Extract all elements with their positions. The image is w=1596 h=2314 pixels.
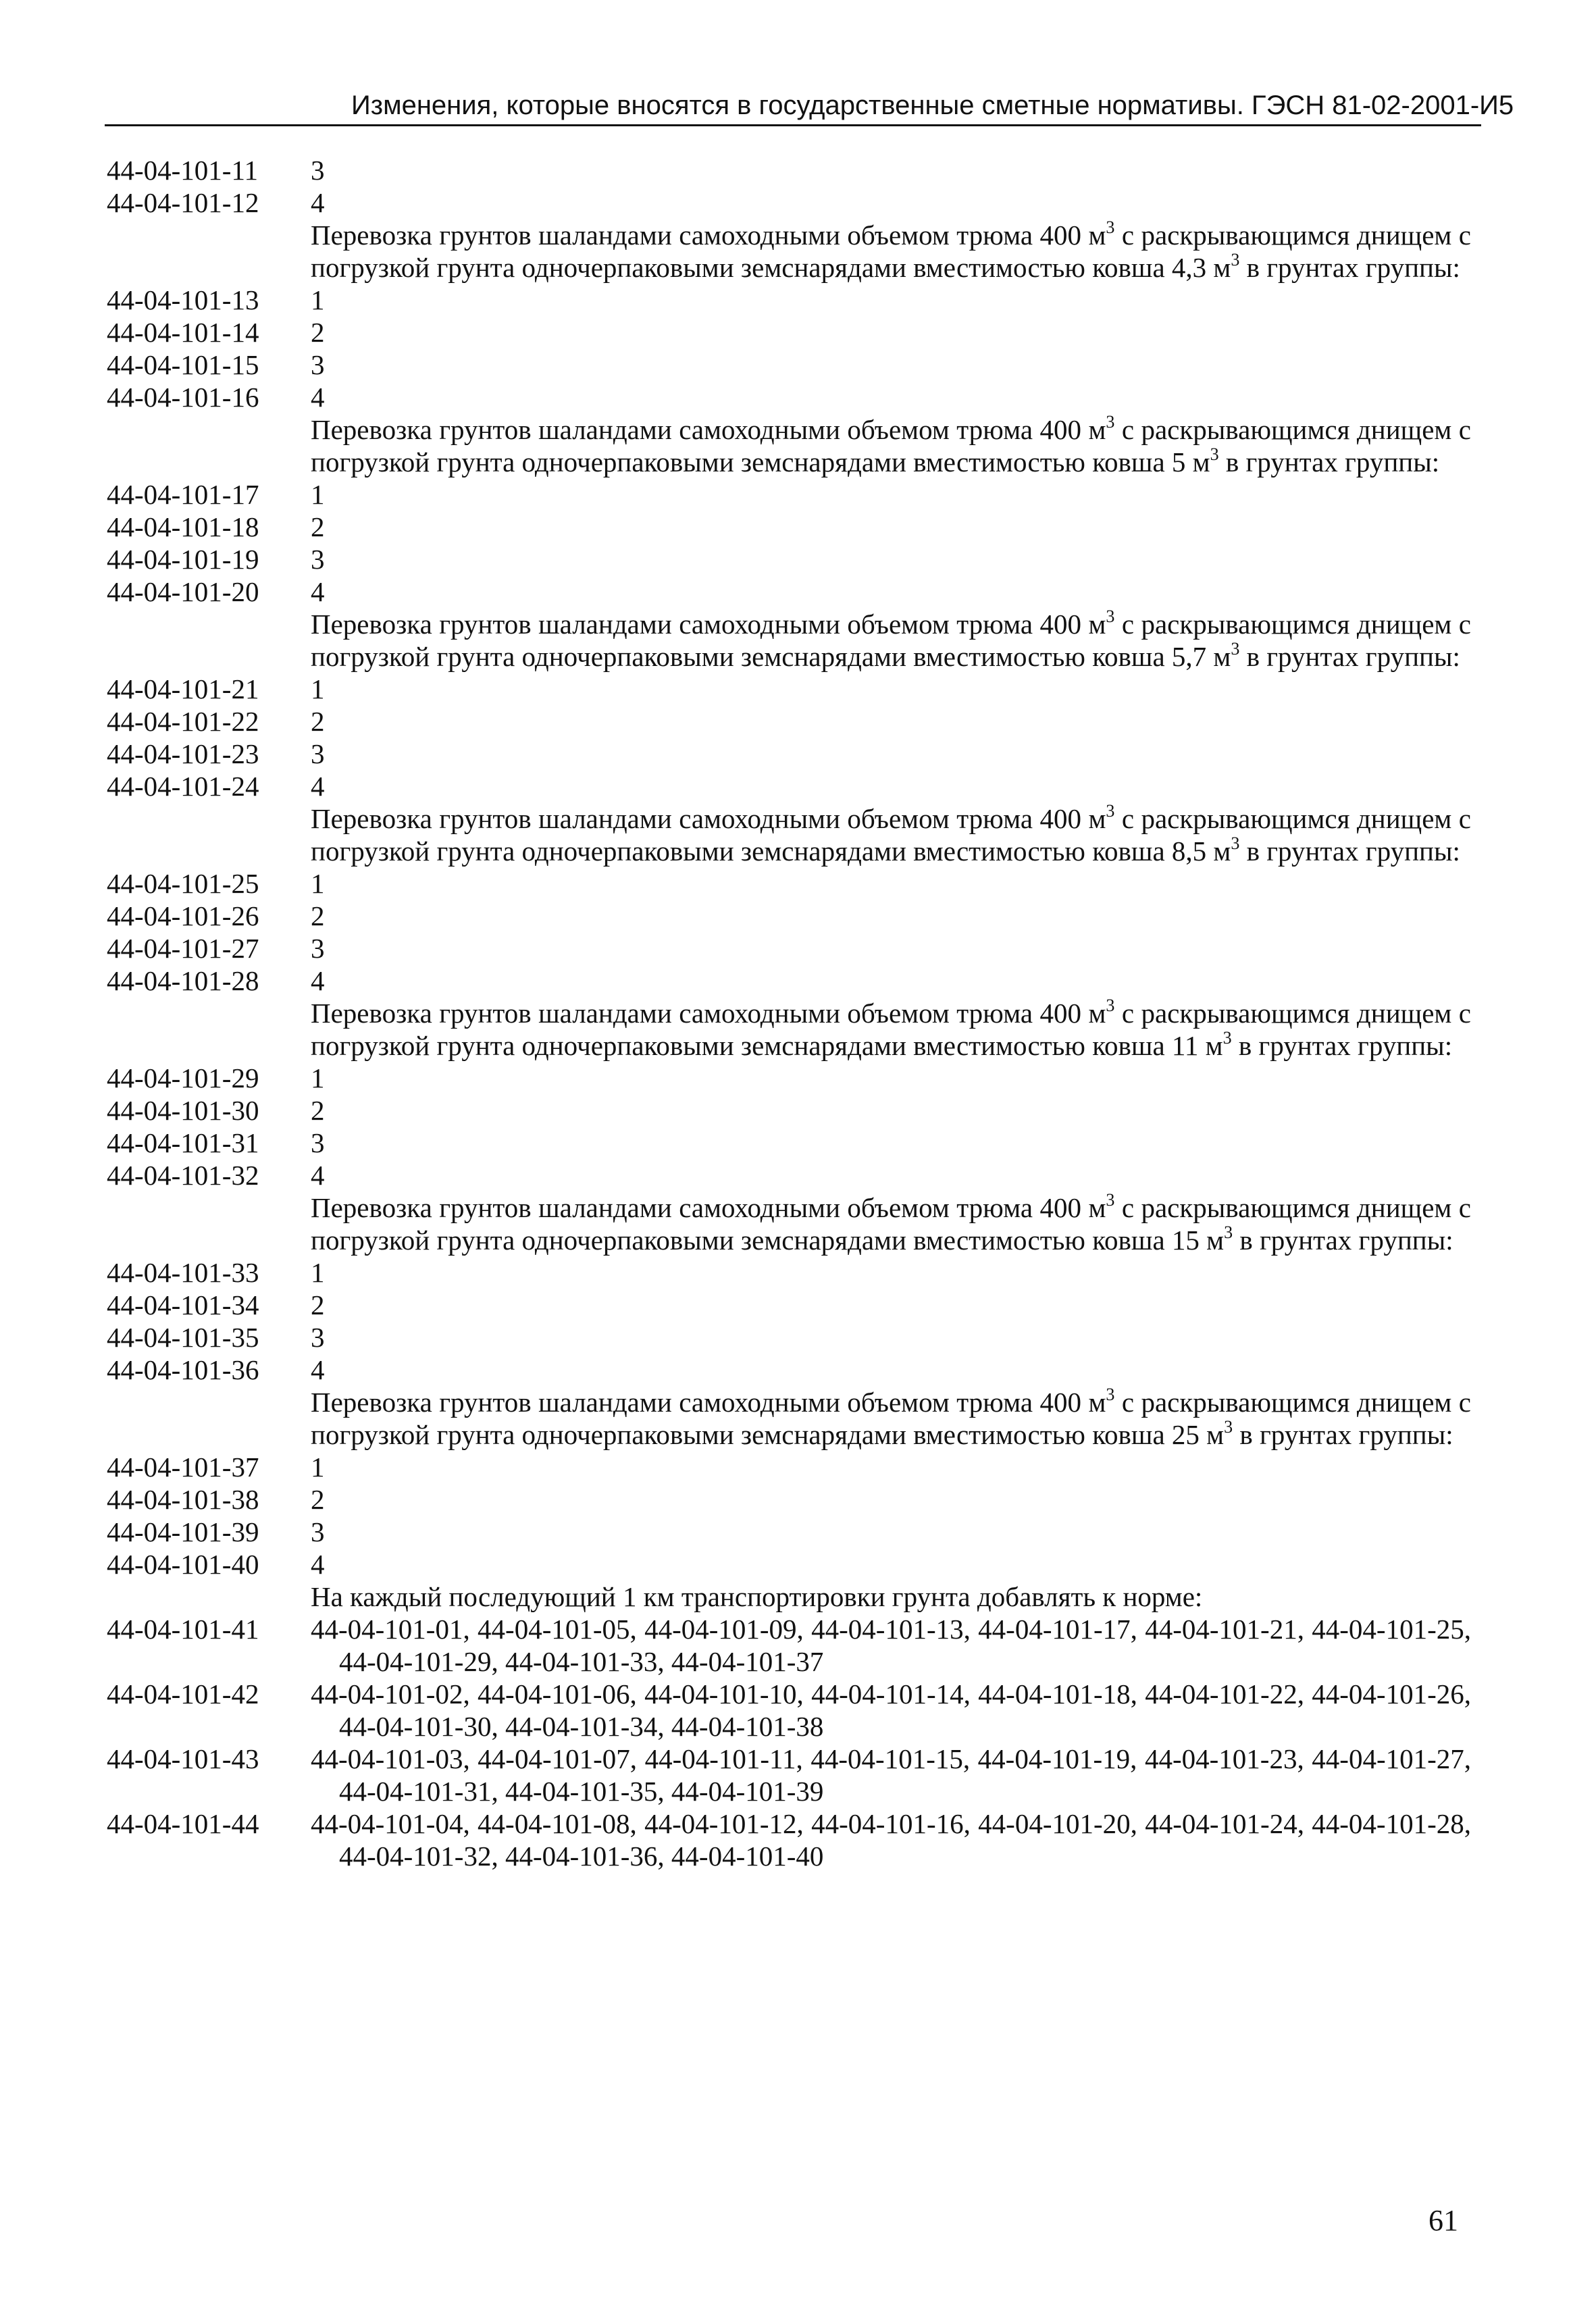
description-text: с раскрывающимся днищем с погрузкой грунта одночерпаковыми земснарядами вместимостью ковша 25 м xyxy=(311,1387,1471,1450)
additional-km-note: На каждый последующий 1 км транспортировки грунта добавлять к норме: xyxy=(311,1581,1203,1612)
soil-group-number: 2 xyxy=(311,900,325,931)
norm-code: 44-04-101-21 xyxy=(107,673,259,704)
description-text: Перевозка грунтов шаландами самоходными объемом трюма 400 м xyxy=(311,220,1106,251)
description-text: в грунтах группы: xyxy=(1239,835,1460,867)
norm-row xyxy=(107,1094,1471,1127)
group-description xyxy=(311,997,1471,1062)
superscript-exponent: 3 xyxy=(1231,639,1240,659)
norm-row xyxy=(107,965,1471,997)
norm-code: 44-04-101-38 xyxy=(107,1484,259,1515)
norm-row xyxy=(107,867,1471,900)
norm-code: 44-04-101-12 xyxy=(107,187,259,218)
description-text: с раскрывающимся днищем с погрузкой грунта одночерпаковыми земснарядами вместимостью ковша 5 м xyxy=(311,414,1471,478)
description-text: в грунтах группы: xyxy=(1233,1419,1453,1450)
soil-group-number: 2 xyxy=(311,1484,325,1515)
soil-group-number: 3 xyxy=(311,349,325,380)
reference-row xyxy=(107,1743,1471,1807)
superscript-exponent: 3 xyxy=(1231,250,1240,270)
superscript-exponent: 3 xyxy=(1106,1190,1115,1210)
soil-group-number: 1 xyxy=(311,1257,325,1288)
soil-group-number: 3 xyxy=(311,738,325,769)
soil-group-number: 4 xyxy=(311,1160,325,1191)
soil-group-number: 1 xyxy=(311,868,325,899)
norm-code: 44-04-101-29 xyxy=(107,1062,259,1094)
norm-code: 44-04-101-30 xyxy=(107,1095,259,1126)
soil-group-number: 1 xyxy=(311,1451,325,1483)
norm-row xyxy=(107,1289,1471,1321)
description-text: Перевозка грунтов шаландами самоходными объемом трюма 400 м xyxy=(311,609,1106,640)
norm-row xyxy=(107,1354,1471,1386)
reference-list: 44-04-101-01, 44-04-101-05, 44-04-101-09, 44-04-101-13, 44-04-101-17, 44-04-101-21, 44-04-101-25, 44-04-101-29, 44-04-101-33, 44-04-101-37 xyxy=(311,1614,1471,1677)
soil-group-number: 3 xyxy=(311,155,325,186)
norm-row xyxy=(107,1062,1471,1094)
norm-row xyxy=(107,1256,1471,1289)
norm-row xyxy=(107,154,1471,186)
norm-row xyxy=(107,673,1471,705)
description-text: с раскрывающимся днищем с погрузкой грунта одночерпаковыми земснарядами вместимостью ковша 4,3 м xyxy=(311,220,1471,283)
norm-code: 44-04-101-40 xyxy=(107,1549,259,1580)
norm-code: 44-04-101-44 xyxy=(107,1808,259,1839)
norm-row xyxy=(107,575,1471,608)
superscript-exponent: 3 xyxy=(1106,996,1115,1016)
description-text: с раскрывающимся днищем с погрузкой грунта одночерпаковыми земснарядами вместимостью ковша 8,5 м xyxy=(311,803,1471,867)
norm-row xyxy=(107,316,1471,349)
superscript-exponent: 3 xyxy=(1224,1417,1233,1437)
description-text: в грунтах группы: xyxy=(1239,641,1460,672)
norm-code: 44-04-101-42 xyxy=(107,1678,259,1709)
soil-group-number: 4 xyxy=(311,1354,325,1385)
soil-group-number: 3 xyxy=(311,1322,325,1353)
reference-list: 44-04-101-03, 44-04-101-07, 44-04-101-11, 44-04-101-15, 44-04-101-19, 44-04-101-23, 44-04-101-27, 44-04-101-31, 44-04-101-35, 44-04-101-39 xyxy=(311,1743,1471,1807)
norm-code: 44-04-101-36 xyxy=(107,1354,259,1385)
page-header-title: Изменения, которые вносятся в государственные сметные нормативы. ГЭСН 81-02-2001-И5 xyxy=(351,91,1514,120)
superscript-exponent: 3 xyxy=(1210,444,1219,465)
norm-code: 44-04-101-16 xyxy=(107,382,259,413)
norm-row xyxy=(107,932,1471,965)
header-divider xyxy=(105,124,1481,126)
norm-row xyxy=(107,1451,1471,1483)
norms-list xyxy=(107,154,1471,1872)
group-description xyxy=(311,219,1471,284)
soil-group-number: 4 xyxy=(311,1549,325,1580)
description-text: Перевозка грунтов шаландами самоходными объемом трюма 400 м xyxy=(311,414,1106,445)
soil-group-number: 1 xyxy=(311,284,325,315)
norm-code: 44-04-101-18 xyxy=(107,511,259,542)
norm-code: 44-04-101-20 xyxy=(107,576,259,607)
soil-group-number: 2 xyxy=(311,1289,325,1320)
group-description xyxy=(311,1386,1471,1451)
description-text: с раскрывающимся днищем с погрузкой грунта одночерпаковыми земснарядами вместимостью ковша 5,7 м xyxy=(311,609,1471,672)
norm-code: 44-04-101-25 xyxy=(107,868,259,899)
norm-code: 44-04-101-32 xyxy=(107,1160,259,1191)
description-text: в грунтах группы: xyxy=(1231,1030,1453,1061)
norm-row xyxy=(107,900,1471,932)
norm-row xyxy=(107,770,1471,802)
reference-list: 44-04-101-04, 44-04-101-08, 44-04-101-12, 44-04-101-16, 44-04-101-20, 44-04-101-24, 44-04-101-28, 44-04-101-32, 44-04-101-36, 44-04-101-40 xyxy=(311,1808,1471,1872)
norm-row xyxy=(107,349,1471,381)
description-text: в грунтах группы: xyxy=(1233,1225,1453,1256)
soil-group-number: 4 xyxy=(311,576,325,607)
norm-row xyxy=(107,543,1471,575)
norm-code: 44-04-101-24 xyxy=(107,771,259,802)
norm-row xyxy=(107,1483,1471,1516)
soil-group-number: 2 xyxy=(311,706,325,737)
group-description xyxy=(311,802,1471,867)
soil-group-number: 1 xyxy=(311,673,325,704)
description-text: с раскрывающимся днищем с погрузкой грунта одночерпаковыми земснарядами вместимостью ковша 15 м xyxy=(311,1192,1471,1256)
superscript-exponent: 3 xyxy=(1224,1223,1233,1243)
superscript-exponent: 3 xyxy=(1106,217,1115,238)
superscript-exponent: 3 xyxy=(1106,607,1115,627)
norm-code: 44-04-101-41 xyxy=(107,1614,259,1645)
soil-group-number: 2 xyxy=(311,1095,325,1126)
norm-row xyxy=(107,381,1471,413)
superscript-exponent: 3 xyxy=(1231,833,1240,854)
soil-group-number: 3 xyxy=(311,544,325,575)
reference-row xyxy=(107,1807,1471,1872)
reference-row xyxy=(107,1678,1471,1743)
soil-group-number: 4 xyxy=(311,965,325,996)
norm-code: 44-04-101-17 xyxy=(107,479,259,510)
norm-code: 44-04-101-11 xyxy=(107,155,258,186)
norm-code: 44-04-101-35 xyxy=(107,1322,259,1353)
norm-row xyxy=(107,284,1471,316)
norm-row xyxy=(107,1516,1471,1548)
norm-code: 44-04-101-33 xyxy=(107,1257,259,1288)
norm-code: 44-04-101-22 xyxy=(107,706,259,737)
soil-group-number: 4 xyxy=(311,382,325,413)
soil-group-number: 4 xyxy=(311,771,325,802)
norm-row xyxy=(107,1548,1471,1580)
group-description xyxy=(311,413,1471,478)
reference-row xyxy=(107,1613,1471,1678)
norm-row xyxy=(107,478,1471,511)
norm-row xyxy=(107,186,1471,219)
superscript-exponent: 3 xyxy=(1222,1028,1232,1048)
description-text: Перевозка грунтов шаландами самоходными объемом трюма 400 м xyxy=(311,998,1106,1029)
norm-code: 44-04-101-39 xyxy=(107,1516,259,1547)
norm-code: 44-04-101-14 xyxy=(107,317,259,348)
reference-list: 44-04-101-02, 44-04-101-06, 44-04-101-10, 44-04-101-14, 44-04-101-18, 44-04-101-22, 44-04-101-26, 44-04-101-30, 44-04-101-34, 44-04-101-38 xyxy=(311,1678,1471,1742)
superscript-exponent: 3 xyxy=(1106,1385,1115,1405)
norm-code: 44-04-101-15 xyxy=(107,349,259,380)
norm-row xyxy=(107,511,1471,543)
norm-row xyxy=(107,1159,1471,1191)
group-description xyxy=(311,1191,1471,1256)
norm-code: 44-04-101-31 xyxy=(107,1127,259,1158)
soil-group-number: 1 xyxy=(311,479,325,510)
description-text: с раскрывающимся днищем с погрузкой грунта одночерпаковыми земснарядами вместимостью ковша 11 м xyxy=(311,998,1471,1061)
norm-code: 44-04-101-23 xyxy=(107,738,259,769)
norm-code: 44-04-101-34 xyxy=(107,1289,259,1320)
superscript-exponent: 3 xyxy=(1106,801,1115,821)
soil-group-number: 3 xyxy=(311,1516,325,1547)
norm-row xyxy=(107,738,1471,770)
description-text: Перевозка грунтов шаландами самоходными объемом трюма 400 м xyxy=(311,1192,1106,1223)
soil-group-number: 2 xyxy=(311,511,325,542)
soil-group-number: 4 xyxy=(311,187,325,218)
superscript-exponent: 3 xyxy=(1106,412,1115,432)
norm-row xyxy=(107,1321,1471,1354)
soil-group-number: 1 xyxy=(311,1062,325,1094)
description-text: Перевозка грунтов шаландами самоходными объемом трюма 400 м xyxy=(311,803,1106,834)
norm-row xyxy=(107,1127,1471,1159)
description-text: в грунтах группы: xyxy=(1239,252,1460,283)
norm-code: 44-04-101-37 xyxy=(107,1451,259,1483)
norm-row xyxy=(107,705,1471,738)
group-description xyxy=(311,608,1471,673)
soil-group-number: 3 xyxy=(311,1127,325,1158)
norm-code: 44-04-101-13 xyxy=(107,284,259,315)
norm-code: 44-04-101-26 xyxy=(107,900,259,931)
norm-code: 44-04-101-43 xyxy=(107,1743,259,1774)
norm-code: 44-04-101-27 xyxy=(107,933,259,964)
page-number: 61 xyxy=(1428,2204,1458,2237)
soil-group-number: 3 xyxy=(311,933,325,964)
description-text: в грунтах группы: xyxy=(1218,446,1440,478)
norm-code: 44-04-101-28 xyxy=(107,965,259,996)
soil-group-number: 2 xyxy=(311,317,325,348)
description-text: Перевозка грунтов шаландами самоходными объемом трюма 400 м xyxy=(311,1387,1106,1418)
norm-code: 44-04-101-19 xyxy=(107,544,259,575)
